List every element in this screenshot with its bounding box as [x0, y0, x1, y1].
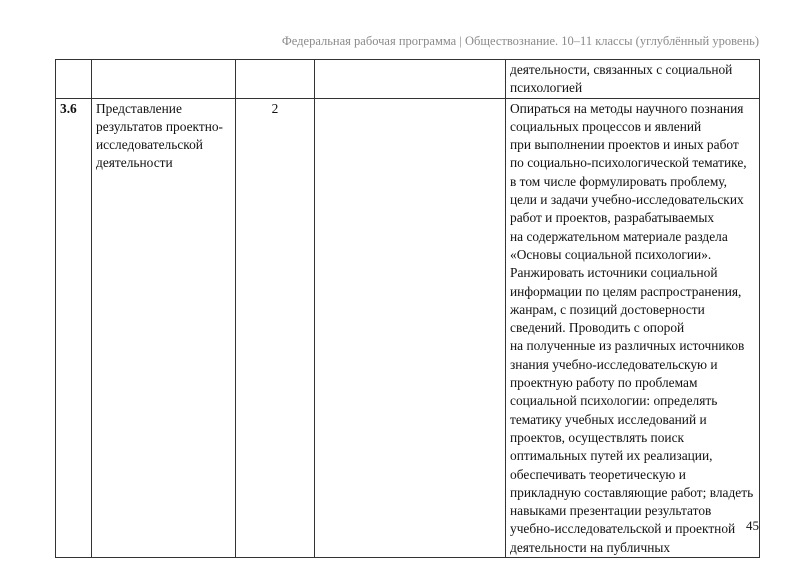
- table-row-continued: [56, 60, 760, 99]
- activity-line: социальной психологии: определять: [510, 393, 718, 409]
- activity-line: при выполнении проектов и иных работ: [510, 137, 739, 153]
- activity-line: работ и проектов, разрабатываемых: [510, 210, 715, 226]
- cell-number: 3.6: [56, 98, 92, 557]
- activity-line: проектов, осуществлять поиск: [510, 429, 685, 445]
- activity-line: знания учебно-исследовательскую и: [510, 356, 718, 372]
- cell-topic: [92, 60, 236, 99]
- activity-line: деятельности на публичных: [510, 539, 671, 555]
- activity-line: жанрам, с позиций достоверности: [510, 301, 705, 317]
- activity-line: социальных процессов и явлений: [510, 118, 702, 134]
- activity-line: Ранжировать источники социальной: [510, 265, 718, 281]
- page-number: 45: [746, 518, 759, 533]
- activity-line: тематику учебных исследований и: [510, 411, 707, 427]
- activity-line: «Основы социальной психологии».: [510, 246, 712, 262]
- activity-line: оптимальных путей их реализации,: [510, 448, 713, 464]
- activity-line: прикладную составляющие работ; владеть: [510, 484, 754, 500]
- cell-hours: [236, 60, 315, 99]
- cell-activities: [506, 60, 760, 99]
- activity-line: по социально-психологической тематике,: [510, 155, 747, 171]
- cell-content: [315, 98, 506, 557]
- activity-line: психологией: [510, 80, 583, 96]
- topic-line: Представление: [96, 100, 182, 116]
- activity-line: деятельности, связанных с социальной: [510, 62, 733, 77]
- topic-line: исследовательской: [96, 137, 203, 153]
- cell-hours: 2: [236, 98, 315, 557]
- activity-line: в том числе формулировать проблему,: [510, 173, 727, 189]
- curriculum-table: [55, 59, 760, 558]
- activity-line: Опираться на методы научного познания: [510, 100, 744, 116]
- running-header: Федеральная рабочая программа | Обществознание. 10–11 классы (углублённый уровень): [281, 34, 759, 48]
- table-row: [56, 98, 760, 557]
- activity-line: сведений. Проводить с опорой: [510, 320, 685, 336]
- cell-number: [56, 60, 92, 99]
- activity-line: информации по целям распространения,: [510, 283, 742, 299]
- topic-line: результатов проектно-: [96, 118, 224, 134]
- activity-line: навыками презентации результатов: [510, 503, 712, 519]
- cell-content: [315, 60, 506, 99]
- activity-line: проектную работу по проблемам: [510, 375, 698, 391]
- activity-line: на содержательном материале раздела: [510, 228, 728, 244]
- cell-activities: [506, 98, 760, 557]
- activity-line: цели и задачи учебно-исследовательских: [510, 192, 744, 208]
- activity-line: обеспечивать теоретическую и: [510, 466, 686, 482]
- topic-line: деятельности: [96, 155, 173, 171]
- activity-line: учебно-исследовательской и проектной: [510, 521, 736, 537]
- cell-topic: [92, 98, 236, 557]
- activity-line: на полученные из различных источников: [510, 338, 745, 354]
